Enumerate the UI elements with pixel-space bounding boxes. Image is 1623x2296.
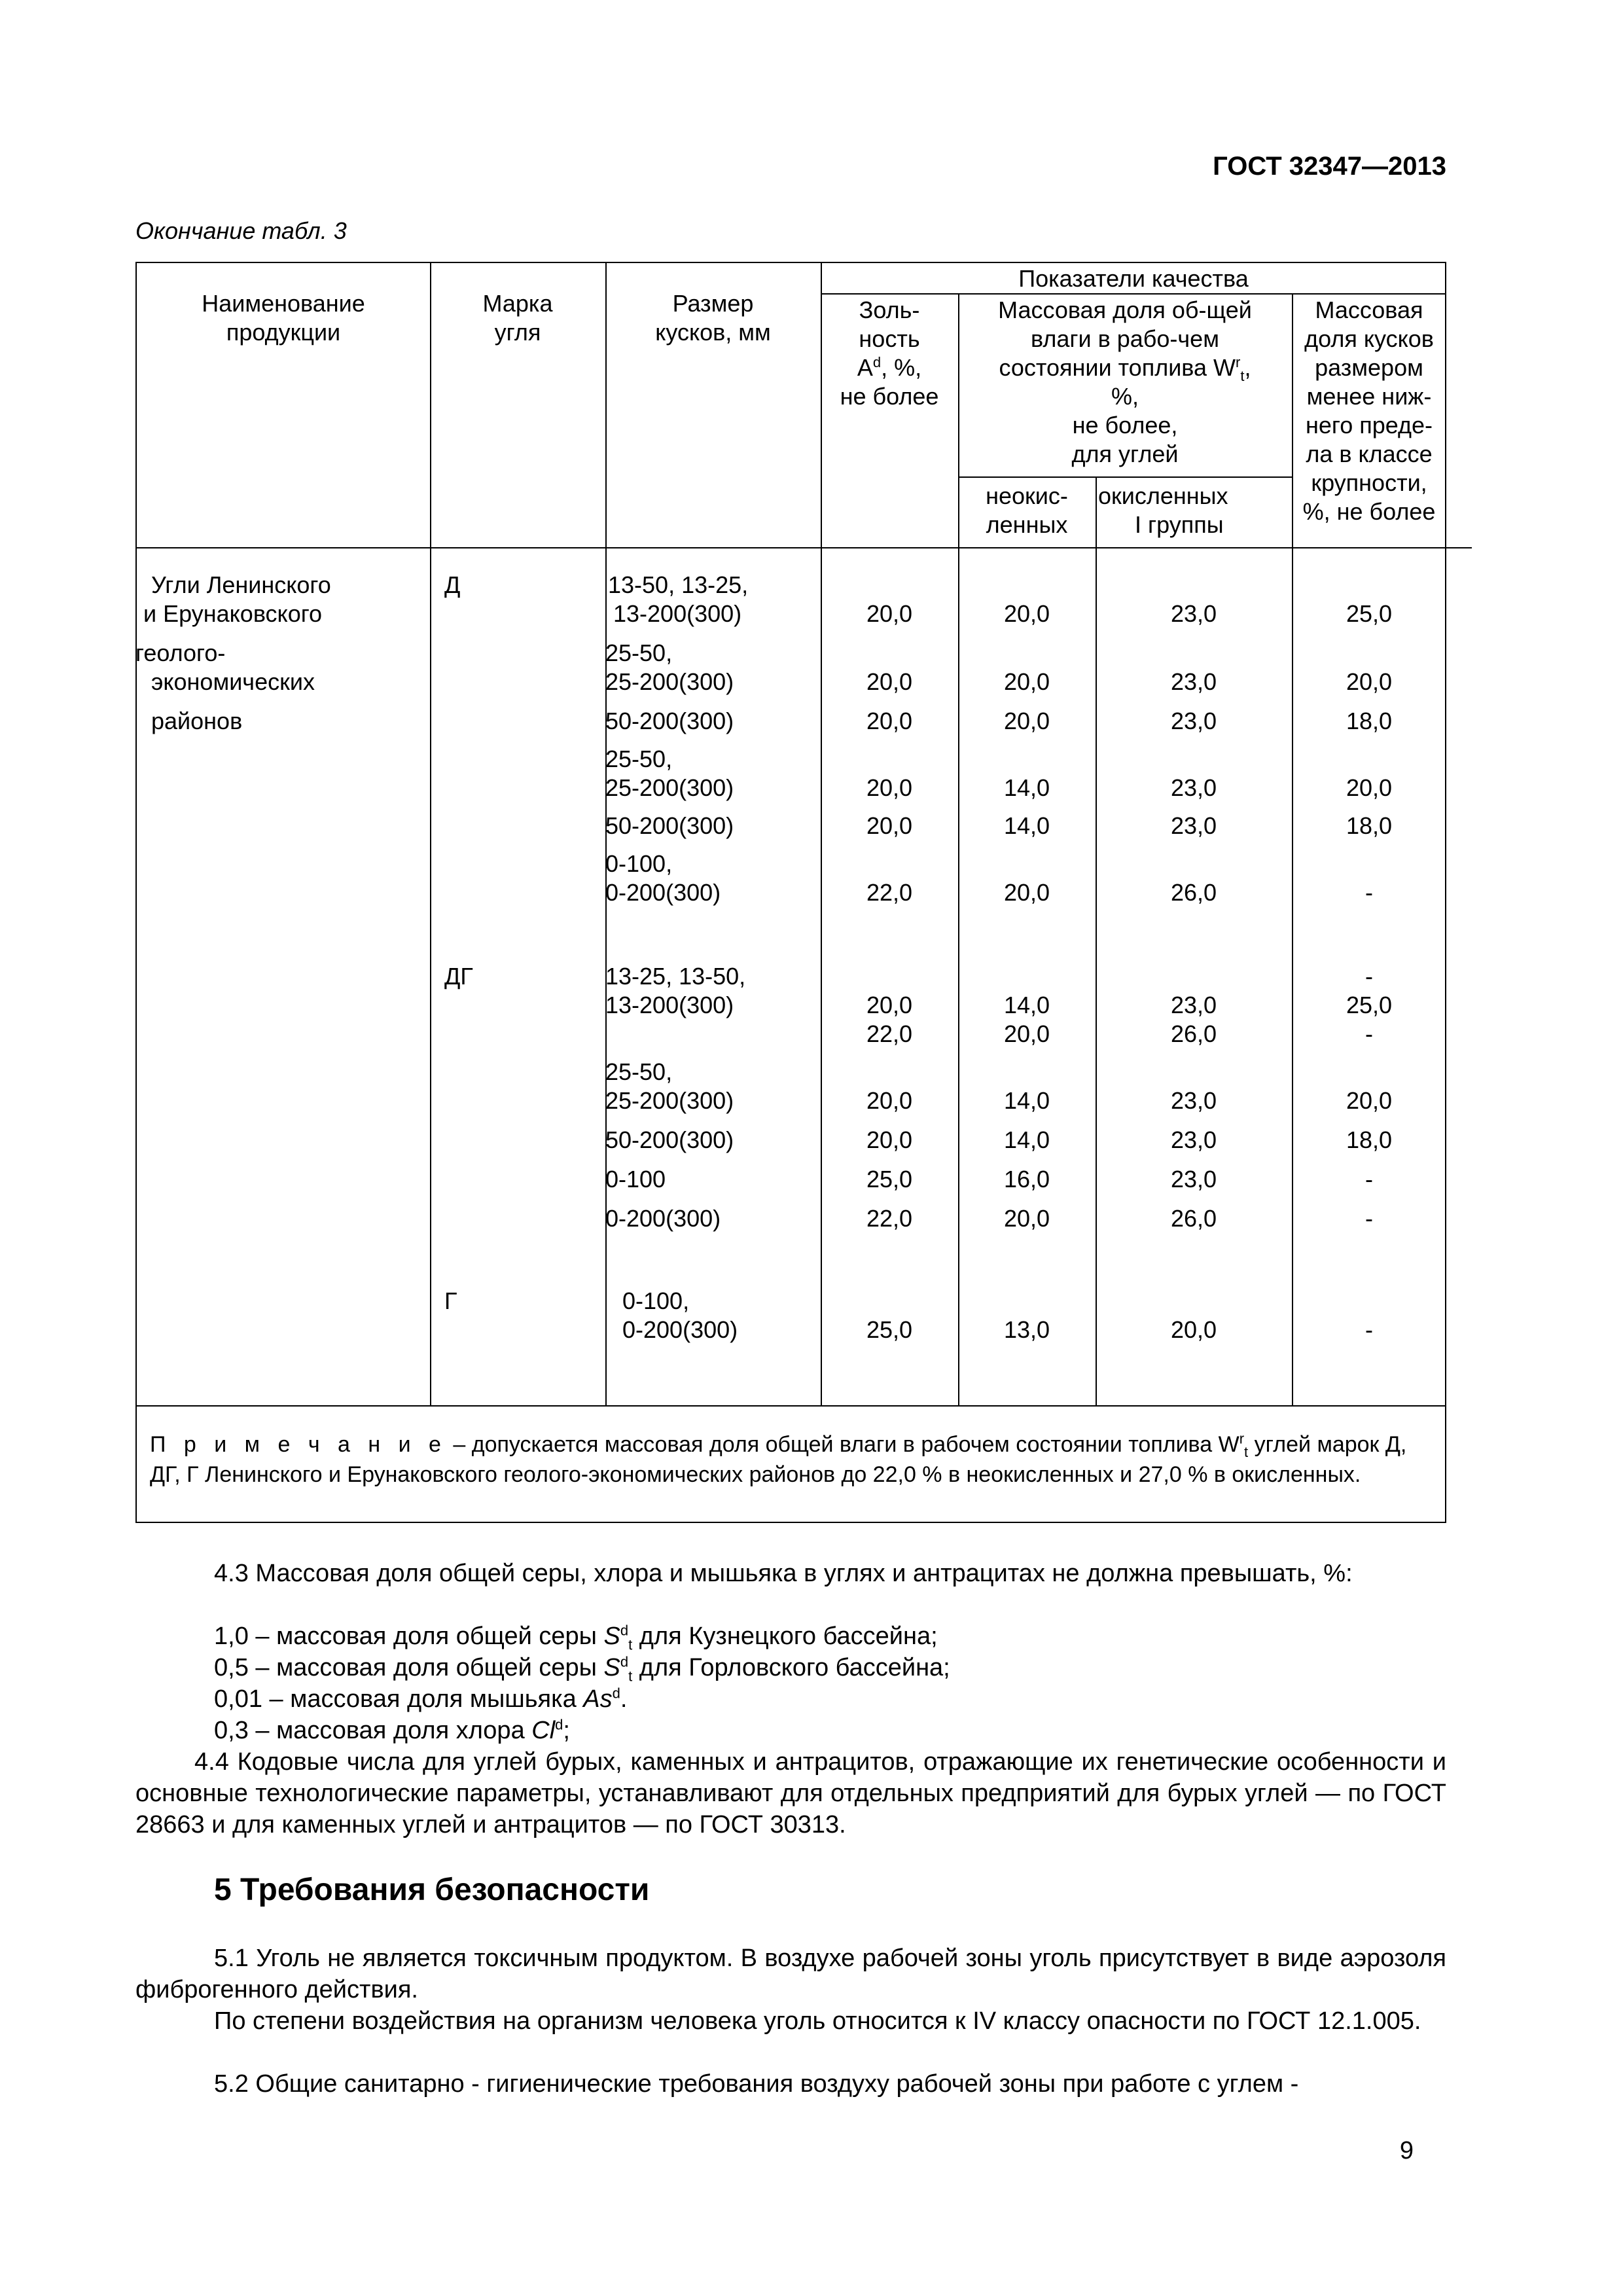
header-name: Наименование продукции [202, 290, 365, 346]
table-caption: Окончание табл. 3 [135, 217, 347, 244]
grade-D: Д [444, 571, 461, 598]
grade-DG: ДГ [444, 963, 473, 990]
size-4a: 25-50, [605, 745, 673, 772]
paragraph-5-1-class: По степени воздействия на организм человека уголь относится к IV классу опасности по ГОСТ 12.1.005. [214, 2007, 1421, 2035]
header-ash: Золь- ность $A^d$, %, не более [840, 296, 939, 410]
paragraph-4-4: 4.4 Кодовые числа для углей бурых, каменных и антрацитов, отражающие их генетические особенности и основные технологические параметры, устанавливают для отдельных предприятий для бурых углей — по ГОСТ 28663 и для каменных углей и антрацитов — по ГОСТ 30313. [135, 1748, 1446, 1839]
paragraph-5-2: 5.2 Общие санитарно - гигиенические требования воздуху рабочей зоны при работе с углем - [214, 2070, 1299, 2098]
grade-G: Г [444, 1287, 457, 1314]
header-quality: Показатели качества [1018, 265, 1249, 292]
size-2b: 25-200(300) [605, 668, 734, 695]
size-5: 50-200(300) [605, 812, 734, 839]
header-moisture: Массовая доля об-щей влаги в рабо-чем состоянии топлива $W^r_t$, %, не более, для углей [998, 296, 1252, 467]
paragraph-4-3: 4.3 Массовая доля общей серы, хлора и мышьяка в углях и антрацитах не должна превышать, %: [214, 1560, 1353, 1587]
size-6a: 0-100, [605, 850, 673, 877]
list-line-arsenic: 0,01 – массовая доля мышьяка As$^d$. [214, 1685, 628, 1713]
list-line-chlorine: 0,3 – массовая доля хлора Cl$^d$; [214, 1716, 570, 1744]
size-4b: 25-200(300) [605, 774, 734, 801]
size-11: 0-200(300) [605, 1205, 721, 1232]
document-id: ГОСТ 32347—2013 [1213, 152, 1446, 181]
header-unoxidized: неокис- ленных [986, 482, 1068, 538]
header-grade: Марка угля [482, 290, 553, 346]
list-line-sulfur-gorlovka: 0,5 – массовая доля общей серы $S^d_t$ для Горловского бассейна; [214, 1653, 950, 1685]
size-7b: 13-200(300) [605, 992, 734, 1018]
size-12a: 0-100, [622, 1287, 690, 1314]
size-10: 0-100 [605, 1166, 666, 1193]
header-size: Размер кусков, мм [655, 290, 771, 346]
page-number: 9 [1399, 2137, 1414, 2164]
size-6b: 0-200(300) [605, 879, 721, 906]
size-12b: 0-200(300) [622, 1316, 738, 1343]
list-line-sulfur-kuzbass: 1,0 – массовая доля общей серы $S^d_t$ для Кузнецкого бассейна; [214, 1622, 938, 1653]
product-name-2: и Ерунаковского [143, 600, 323, 627]
size-9: 50-200(300) [605, 1126, 734, 1153]
size-1a: 13-50, 13-25, [608, 571, 749, 598]
size-1b: 13-200(300) [613, 600, 742, 627]
size-7a: 13-25, 13-50, [605, 963, 746, 990]
header-fines: Массовая доля кусков размером менее ниж- него преде- ла в классе крупности, %, не более [1302, 296, 1436, 525]
size-8b: 25-200(300) [605, 1087, 734, 1114]
size-2a: 25-50, [605, 639, 673, 666]
paragraph-5-1: 5.1 Уголь не является токсичным продуктом. В воздухе рабочей зоны уголь присутствует в виде аэрозоля фиброгенного действия. [135, 1945, 1446, 2003]
size-3: 50-200(300) [605, 708, 734, 734]
section-title: 5 Требования безопасности [214, 1873, 650, 1907]
quality-table: Наименование продукции Марка угля Размер кусков, мм Показатели качества Золь- ность $A^d$, %, не более Массовая доля об-щей влаги в рабо-чем состоянии топлива $W^r_t$, %, не более, для углей неокис- ленных окисленных I группы Массовая доля кусков размером менее ниж- него преде- ла в классе крупности, %, не более Угли Ленинского и Ерунаковского геолого- экономических районов Д ДГ Г 13-50, 13-25, 13-200(300) 25-50, 25-200(300) 50-200(300) 25-50, 25-200(300) 50-200(300) 0-100, 0-200(300) 13-25, 13-50, 13-200(300) 25-50, 25-200(300) 50-200(300) 0-100 0-200(300) 0-100, 0-200(300) 20,0 20,0 23,0 25,0 20,0 20,0 23,0 20,0 20,0 20,0 23,0 18,0 20,0 14,0 23,0 20,0 20,0 14,0 23,0 18,0 22,0 20,0 26,0 - - 20,0 14,0 23,0 25,0 22,0 20,0 26,0 - 20,0 14,0 23,0 20,0 20,0 14,0 23,0 18,0 25,0 16,0 23,0 - 22,0 20,0 26,0 - 25,0 13,0 20,0 - П р и м е ч а н и е – допускается массовая доля общей влаги в рабочем состоянии топлива $W^r_t$ углей марок Д, ДГ, Г Ленинского и Ерунаковского геолого-экономических районов до 22,0 % в неокисленных и 27,0 % в окисленных. [135, 262, 1446, 1523]
product-name-4: экономических [151, 668, 315, 695]
product-name-3: геолого- [135, 639, 226, 666]
header-oxidized: окисленных I группы [1098, 482, 1228, 538]
product-name-5: районов [151, 708, 243, 734]
size-8a: 25-50, [605, 1058, 673, 1085]
table-note: П р и м е ч а н и е – допускается массовая доля общей влаги в рабочем состоянии топлива $W^r_t$ углей марок Д, ДГ, Г Ленинского и Ерунаковского геолого-экономических районов до 22,0 % в неокисленных и 27,0 % в окисленных. [150, 1430, 1407, 1487]
product-name-1: Угли Ленинского [151, 571, 331, 598]
